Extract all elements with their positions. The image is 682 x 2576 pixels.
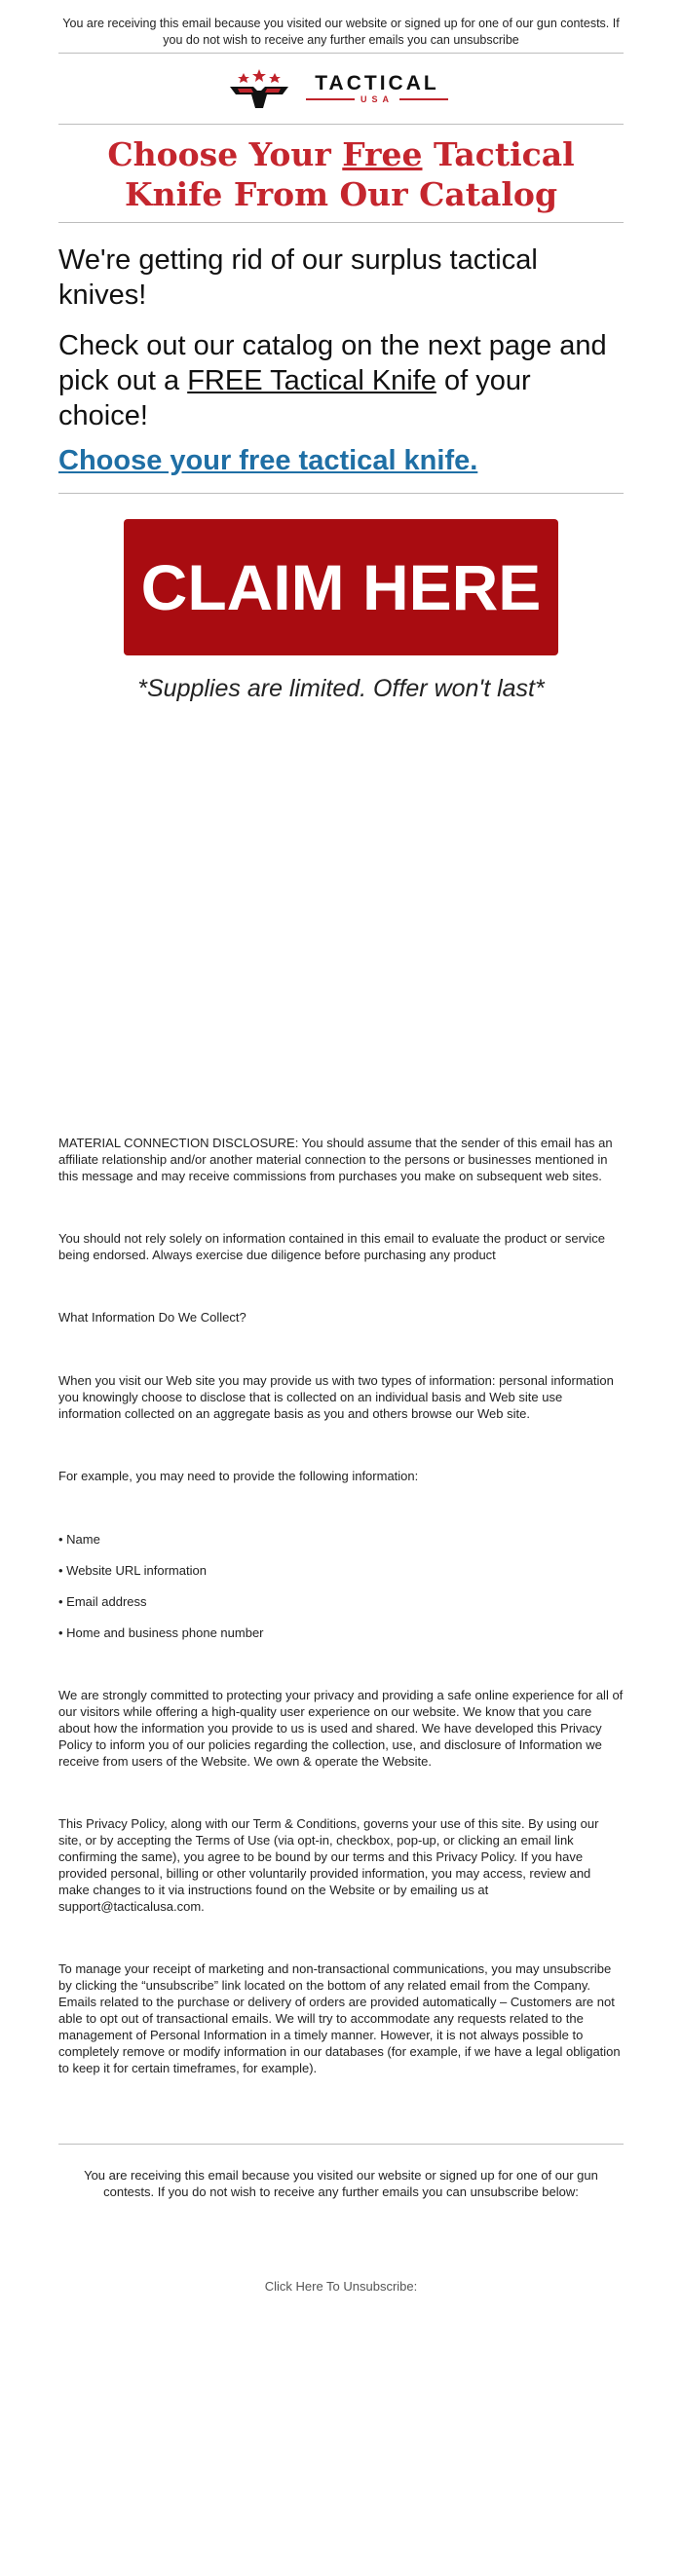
logo-text: TACTICAL xyxy=(315,72,439,94)
divider xyxy=(58,222,624,223)
email-container xyxy=(58,0,624,2294)
logo-bar-right xyxy=(399,98,448,100)
brand-logo[interactable] xyxy=(58,54,624,124)
logo-bar-left xyxy=(306,98,355,100)
headline-free: Free xyxy=(342,135,423,173)
logo-subtext-label: USA xyxy=(360,94,394,104)
headline-part1: Choose Your xyxy=(107,135,343,173)
eagle-shield-icon xyxy=(228,67,290,110)
policy-text: This Privacy Policy, along with our Term & Conditions, governs your use of this site. By using our site, or by accepting the Terms of Use (via opt-in, checkbox, pop-up, or clicking an email link confirming the same), you agree to be bound by our terms and this Privacy Policy. If you have provided personal, billing or other voluntarily provided information, you may access, review and make changes to it via instructions found on the Website or by emailing us at support@tacticalusa.com. xyxy=(58,1816,599,1914)
claim-here-button[interactable]: CLAIM HERE xyxy=(124,519,558,655)
divider xyxy=(58,2144,624,2145)
choose-knife-link[interactable]: Choose your free tactical knife. xyxy=(58,445,478,476)
reliance-text: You should not rely solely on information contained in this email to evaluate the product or service being endorsed. Always exercise due diligence before purchasing any product xyxy=(58,1231,606,1262)
list-item: • Home and business phone number xyxy=(58,1625,264,1640)
commitment-text: We are strongly committed to protecting your privacy and providing a safe online experience for all of our visitors while offering a high-quality user experience on our website. We know that you care about how the information you provide to us is used and shared. We have developed this Privacy Policy to inform you of our policies regarding the collection, use, and disclosure of Information we receive from users of the Website. We own & operate the Website. xyxy=(58,1688,624,1769)
intro-line: We're getting rid of our surplus tactical knives! xyxy=(58,244,538,311)
spacer xyxy=(58,494,624,519)
unsubscribe-link[interactable]: Click Here To Unsubscribe: xyxy=(264,2279,418,2294)
list-item: • Email address xyxy=(58,1594,147,1609)
logo-subtext xyxy=(300,94,454,104)
list-item: • Name xyxy=(58,1532,100,1547)
catalog-line xyxy=(58,328,624,433)
list-item: • Website URL information xyxy=(58,1563,207,1578)
disclosure-text: MATERIAL CONNECTION DISCLOSURE: You should assume that the sender of this email has an affiliate relationship and/or another material connection to the persons or businesses mentioned in this message and may receive commissions from purchases you make on subsequent web sites. xyxy=(58,1136,613,1183)
supplies-note: *Supplies are limited. Offer won't last* xyxy=(137,675,545,702)
collect-body: When you visit our Web site you may provide us with two types of information: personal information you knowingly choose to disclose that is collected on an individual basis and Web site use information collected on an aggregate basis as you and others browse our Web site. xyxy=(58,1373,614,1421)
footer-notice: You are receiving this email because you visited our website or signed up for one of our gun contests. If you do not wish to receive any further emails you can unsubscribe below: xyxy=(84,2168,598,2199)
info-list xyxy=(58,1531,624,1641)
top-notice: You are receiving this email because you visited our website or signed up for one of our gun contests. If you do not wish to receive any further emails you can unsubscribe xyxy=(62,17,620,47)
free-knife-link[interactable]: FREE Tactical Knife xyxy=(187,365,436,396)
headline xyxy=(58,125,624,222)
catalog-line-part2: of your choice! xyxy=(58,365,531,431)
headline-part2: Tactical Knife From Our Catalog xyxy=(124,135,575,213)
collect-heading: What Information Do We Collect? xyxy=(58,1310,246,1325)
logo-wordmark xyxy=(300,73,454,104)
example-intro: For example, you may need to provide the following information: xyxy=(58,1469,419,1483)
manage-text: To manage your receipt of marketing and non-transactional communications, you may unsubscribe by clicking the “unsubscribe” link located on the bottom of any related email from the Company. Emails related to the purchase or delivery of orders are provided automatically – Customers are not able to opt out of transactional emails. We will try to accommodate any requests related to the management of Personal Information in a timely manner. However, it is not always possible to completely remove or modify information in our databases (for example, if we have a legal obligation to keep it for certain timeframes, for example). xyxy=(58,1961,621,2075)
catalog-line-part1: Check out our catalog on the next page and pick out a xyxy=(58,330,607,396)
blank-spacer xyxy=(58,703,624,1135)
